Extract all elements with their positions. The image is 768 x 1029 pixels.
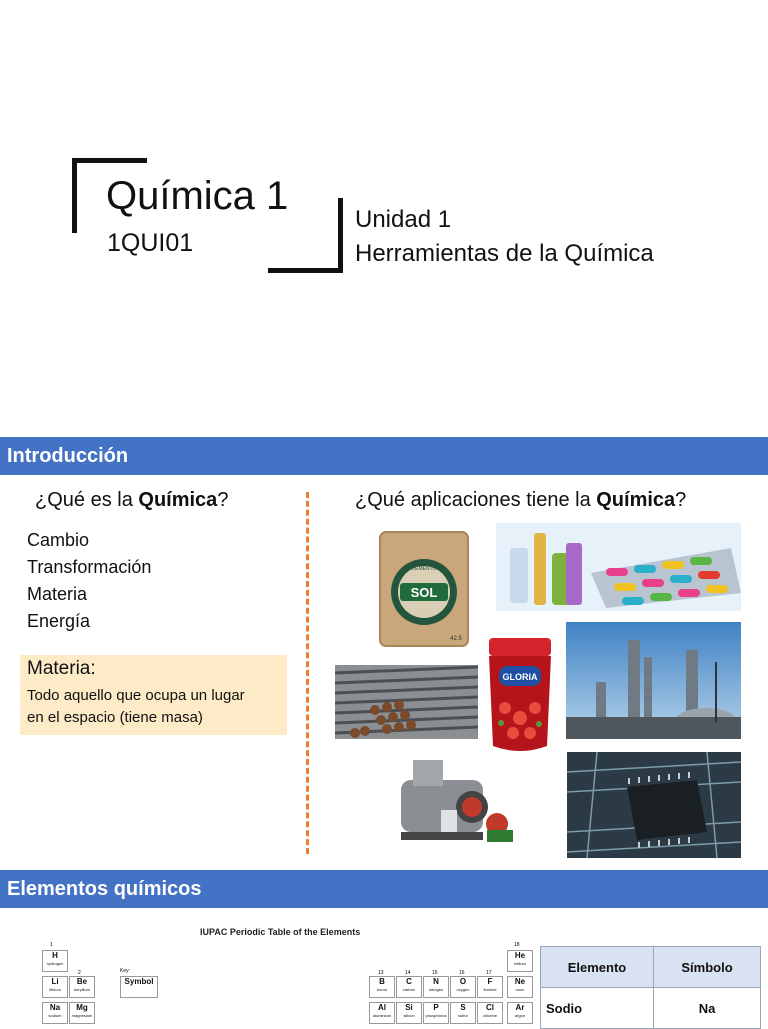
keyword-item: Transformación <box>27 557 152 577</box>
table-header-row <box>541 947 761 988</box>
key-label: Key: <box>120 968 131 974</box>
gloria-jar-image <box>485 638 555 755</box>
definition-title: Materia: <box>27 658 96 679</box>
element-cell: Ar argon <box>507 1002 533 1024</box>
cement-weight: 42.5 <box>450 636 462 642</box>
question-text: ¿Qué aplicaciones tiene la <box>355 489 597 511</box>
group-number: 13 <box>378 970 384 976</box>
boiler-image <box>397 752 525 850</box>
element-cell: Na sodium <box>42 1002 68 1024</box>
table-row <box>541 988 761 1029</box>
keyword-item: Cambio <box>27 530 90 550</box>
group-number: 17 <box>486 970 492 976</box>
keyword-list <box>27 527 151 635</box>
question-que-es <box>35 489 228 512</box>
element-cell: Li lithium <box>42 976 68 998</box>
element-cell: P phosphorus <box>423 1002 449 1024</box>
section-bar-elementos: Elementos químicos <box>0 870 768 908</box>
element-cell: S sulfur <box>450 1002 476 1024</box>
element-cell: C carbon <box>396 976 422 998</box>
keyword-item: Materia <box>27 584 88 604</box>
unit-subtitle: Herramientas de la Química <box>355 240 654 267</box>
element-cell: Mg magnesium <box>69 1002 95 1024</box>
key-symbol: Symbol <box>124 977 154 986</box>
group-number: 2 <box>78 970 81 976</box>
definition-text <box>27 685 245 729</box>
element-cell: N nitrogen <box>423 976 449 998</box>
element-cell: He helium <box>507 950 533 972</box>
keyword-item: Energía <box>27 611 91 631</box>
table-cell: Na <box>654 988 761 1029</box>
group-number: 15 <box>432 970 438 976</box>
dashed-divider <box>306 492 309 854</box>
element-cell: H hydrogen <box>42 950 68 972</box>
definition-line: en el espacio (tiene masa) <box>27 709 203 726</box>
gloria-brand: GLORIA <box>502 672 538 682</box>
table-header: Símbolo <box>654 947 761 988</box>
table-cell: Sodio <box>541 988 654 1029</box>
cement-bag-image <box>378 530 470 648</box>
question-end: ? <box>675 489 687 511</box>
question-text: ¿Qué es la <box>35 489 139 511</box>
element-symbol-table <box>540 946 761 1029</box>
circuit-chip-image <box>567 752 741 858</box>
group-number: 18 <box>514 942 520 948</box>
group-number: 16 <box>459 970 465 976</box>
element-cell: Cl chlorine <box>477 1002 503 1024</box>
question-bold: Química <box>138 489 218 511</box>
refinery-image <box>566 622 741 739</box>
element-cell: F fluorine <box>477 976 503 998</box>
group-number: 1 <box>50 942 53 948</box>
table-header: Elemento <box>541 947 654 988</box>
definition-box <box>20 655 287 735</box>
cement-top-label: CEMENTO <box>411 566 437 572</box>
question-bold: Química <box>596 489 676 511</box>
unit-label: Unidad 1 <box>355 206 452 233</box>
rebar-image <box>335 665 478 739</box>
definition-line: Todo aquello que ocupa un lugar <box>27 687 245 704</box>
course-code: 1QUI01 <box>107 229 194 257</box>
cement-brand: SOL <box>410 585 438 600</box>
question-end: ? <box>217 489 229 511</box>
element-cell: Si silicon <box>396 1002 422 1024</box>
unit-heading <box>355 203 654 271</box>
element-cell: O oxygen <box>450 976 476 998</box>
element-cell: Be beryllium <box>69 976 95 998</box>
periodic-table-title: IUPAC Periodic Table of the Elements <box>200 927 361 937</box>
element-cell: Al aluminium <box>369 1002 395 1024</box>
question-aplicaciones <box>355 489 686 512</box>
pills-image <box>496 523 741 611</box>
course-title: Química 1 <box>106 174 289 218</box>
key-cell <box>120 976 158 998</box>
element-cell: Ne neon <box>507 976 533 998</box>
element-cell: B boron <box>369 976 395 998</box>
section-bar-introduccion: Introducción <box>0 437 768 475</box>
group-number: 14 <box>405 970 411 976</box>
